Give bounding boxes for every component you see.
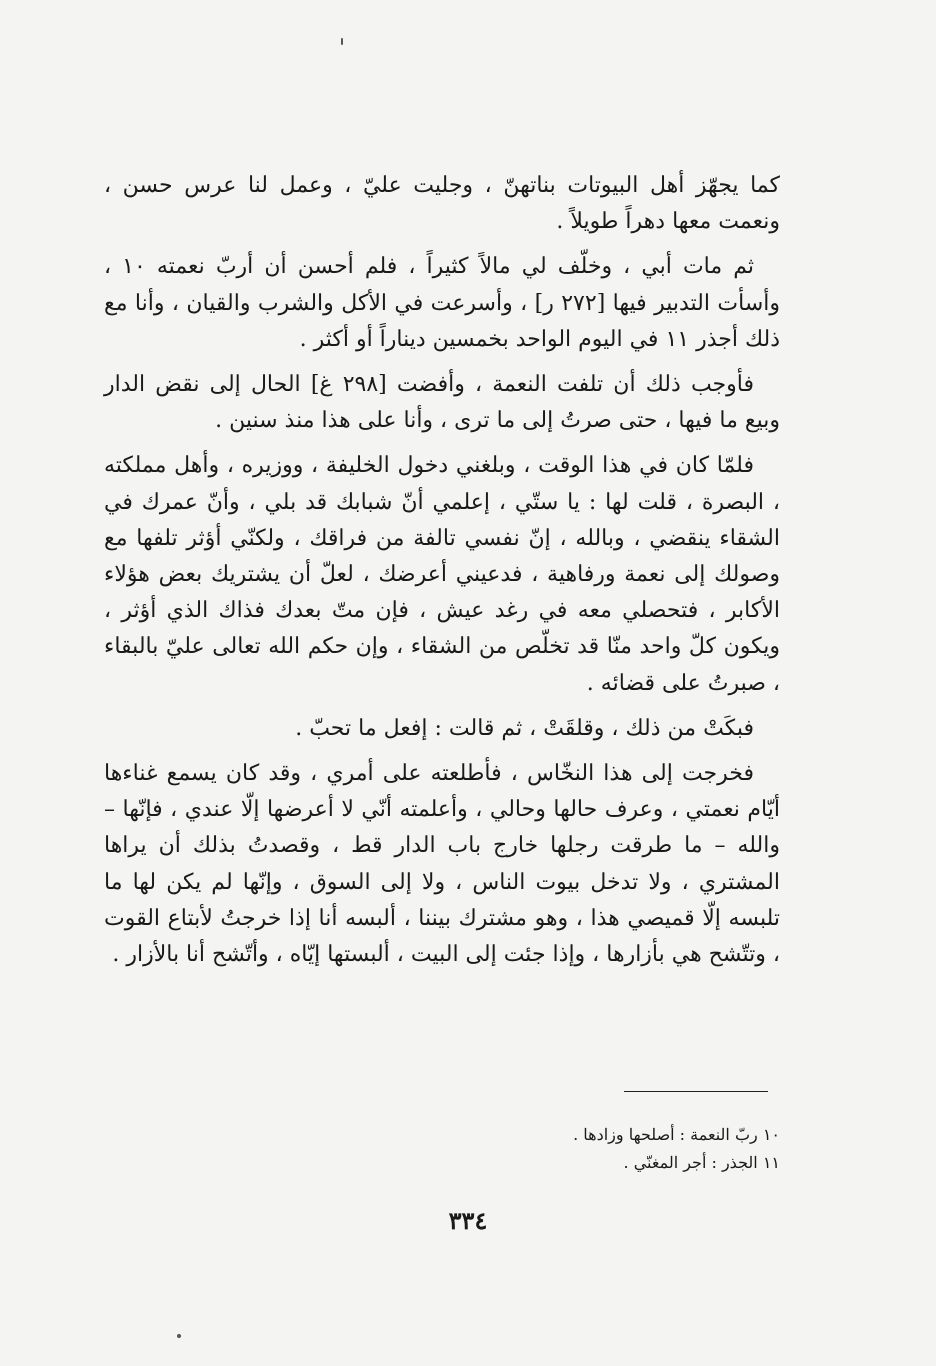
page-number: ٣٣٤: [448, 1206, 488, 1235]
footnote-11: ١١ الجذر : أجر المغنّي .: [623, 1153, 780, 1172]
print-speck: [177, 1334, 181, 1338]
paragraph-6: فخرجت إلى هذا النخّاس ، فأطلعته على أمري ، وقد كان يسمع غناءها أيّام نعمتي ، وعرف حالها وحالي ، وأعلمته أنّي لا أعرضها إلّا عندي ، فإنّها – والله – ما طرقت رجلها خارج باب الدار قط ، وقصدتُ بذلك أن يراها المشتري ، ولا تدخل بيوت الناس ، ولا إلى السوق ، وإنّها لم يكن لها ما تلبسه إلّا قميصي هذا ، وهو مشترك بيننا ، ألبسه أنا إذا خرجتُ لأبتاع القوت ، وتتّشح هي بأزارها ، وإذا جئت إلى البيت ، ألبستها إيّاه ، وأتّشح أنا بالأزار .: [104, 761, 780, 968]
footnotes: [104, 1121, 780, 1177]
footnote-10: ١٠ ربّ النعمة : أصلحها وزادها .: [573, 1125, 780, 1144]
footnote-divider: [624, 1091, 768, 1092]
paragraph-3: فأوجب ذلك أن تلفت النعمة ، وأفضت [٢٩٨ غ] الحال إلى نقض الدار وبيع ما فيها ، حتى صرتُ إلى ما ترى ، وأنا على هذا منذ سنين .: [104, 372, 780, 434]
paragraph-1: كما يجهّز أهل البيوتات بناتهنّ ، وجليت عليّ ، وعمل لنا عرس حسن ، ونعمت معها دهراً طويلاً .: [104, 173, 780, 235]
main-text: [104, 168, 780, 982]
paragraph-5: فبكَتْ من ذلك ، وقلقَتْ ، ثم قالت : إفعل ما تحبّ .: [295, 715, 754, 741]
paragraph-4: فلمّا كان في هذا الوقت ، وبلغني دخول الخليفة ، ووزيره ، وأهل مملكته ، البصرة ، قلت لها : يا ستّي ، إعلمي أنّ شبابك قد بلي ، وأنّ عمرك في الشقاء ينقضي ، وبالله ، إنّ نفسي تالفة من فراقك ، ولكنّي أؤثر تلفها مع وصولك إلى نعمة ورفاهية ، فدعيني أعرضك ، لعلّ أن يشتريك بعض هؤلاء الأكابر ، فتحصلي معه في رغد عيش ، فإن متّ بعدك فذاك الذي أؤثر ، ويكون كلّ واحد منّا قد تخلّص من الشقاء ، وإن حكم الله تعالى عليّ بالبقاء ، صبرتُ على قضائه .: [104, 453, 780, 696]
paragraph-2: ثم مات أبي ، وخلّف لي مالاً كثيراً ، فلم أحسن أن أربّ نعمته ١٠ ، وأسأت التدبير فيها [٢٧٢ ر] ، وأسرعت في الأكل والشرب والقيان ، وأنا مع ذلك أجذر ١١ في اليوم الواحد بخمسين ديناراً أو أكثر .: [104, 254, 780, 352]
print-speck: [341, 38, 343, 45]
